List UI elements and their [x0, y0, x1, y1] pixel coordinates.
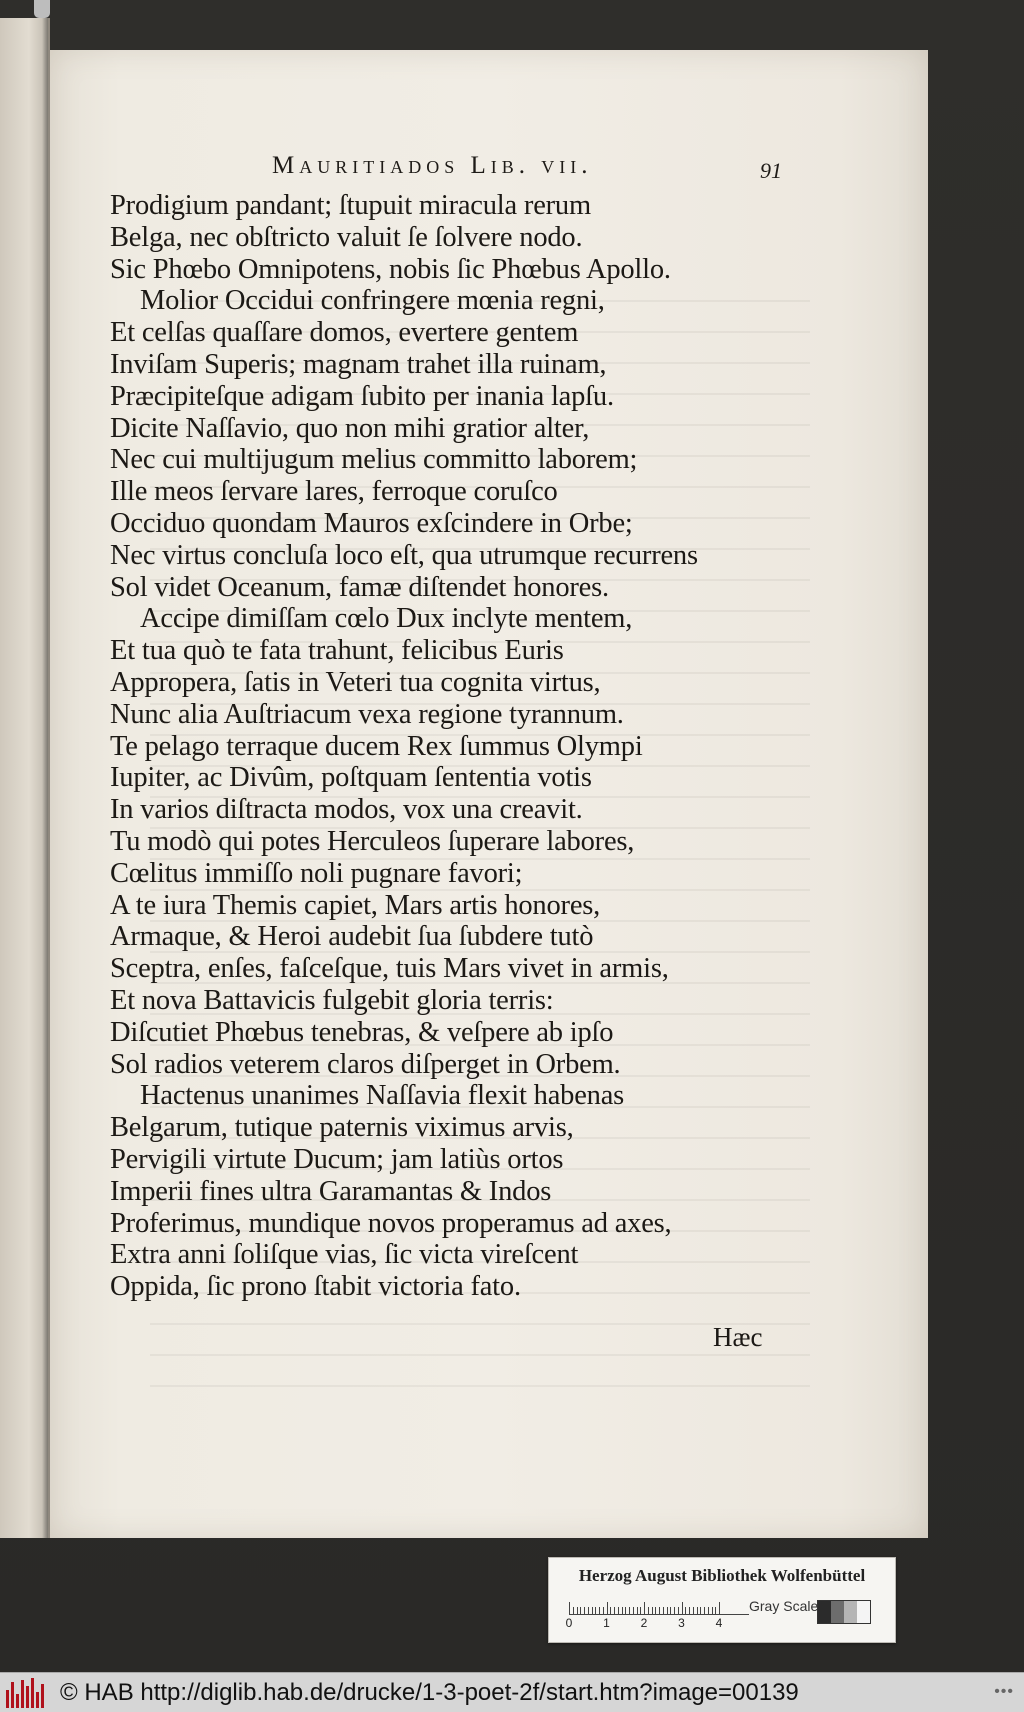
- verse-line: A te iura Themis capiet, Mars artis honores,: [110, 889, 601, 921]
- ruler-tick: [700, 1607, 701, 1614]
- verse-line: Sceptra, enſes, faſceſque, tuis Mars vivet in armis,: [110, 953, 669, 985]
- more-dots-icon[interactable]: •••: [994, 1683, 1014, 1700]
- verse-line: Prodigium pandant; ſtupuit miracula rerum: [110, 190, 591, 221]
- ruler-tick: [592, 1607, 593, 1614]
- ruler-number: 3: [678, 1616, 685, 1630]
- ruler-tick: [655, 1607, 656, 1614]
- ruler-tick: [599, 1607, 600, 1614]
- gray-patch: [831, 1601, 844, 1623]
- hab-logo-icon: [6, 1678, 46, 1708]
- ruler-tick: [614, 1607, 615, 1614]
- ruler-tick: [580, 1607, 581, 1614]
- verse-line: Accipe dimiſſam cœlo Dux inclyte mentem,: [140, 603, 633, 635]
- ruler-tick: [629, 1607, 630, 1614]
- ruler-tick: [689, 1607, 690, 1614]
- logo-bar: [41, 1684, 44, 1708]
- verse-line: Pervigili virtute Ducum; jam latiùs ortos: [110, 1143, 564, 1175]
- verse-line: Tu modò qui potes Herculeos ſuperare labores,: [110, 825, 635, 857]
- verse-line: Belga, nec obſtricto valuit ſe ſolvere nodo.: [110, 221, 583, 253]
- ruler-tick: [573, 1607, 574, 1614]
- verse-line: Iupiter, ac Divûm, poſtquam ſententia votis: [110, 762, 592, 794]
- verse-line: Molior Occidui confringere mœnia regni,: [140, 285, 605, 317]
- ruler-tick: [712, 1607, 713, 1614]
- verse-line: Appropera, ſatis in Veteri tua cognita virtus,: [110, 666, 601, 698]
- verse-line: Dicite Naſſavio, quo non mihi gratior alter,: [110, 412, 590, 444]
- ruler-tick: [618, 1607, 619, 1614]
- logo-bar: [31, 1678, 34, 1708]
- ruler-tick: [682, 1602, 683, 1614]
- ruler-number: 2: [640, 1616, 648, 1630]
- ruler-tick: [595, 1607, 596, 1614]
- verse-line: Nunc alia Auſtriacum vexa regione tyrannum.: [110, 698, 624, 730]
- verse-line: Nec virtus concluſa loco eſt, qua utrumque recurrens: [110, 539, 698, 571]
- ruler-number: 1: [603, 1616, 610, 1630]
- verse-block: [110, 190, 790, 1303]
- catchword: Hæc: [713, 1322, 763, 1352]
- verse-line: Sol radios veterem claros diſperget in Orbem.: [110, 1048, 621, 1080]
- gray-scale-label: Gray Scale: [749, 1598, 819, 1614]
- ruler-tick: [584, 1607, 585, 1614]
- verse-line: Te pelago terraque ducem Rex ſummus Olympi: [110, 730, 643, 762]
- logo-bar: [11, 1682, 14, 1708]
- page-number: 91: [760, 158, 782, 183]
- verse-line: Occiduo quondam Mauros exſcindere in Orbe;: [110, 507, 633, 539]
- verse-line: Extra anni ſoliſque vias, ſic victa vireſcent: [110, 1239, 579, 1271]
- library-color-target: [548, 1557, 896, 1643]
- logo-bar: [16, 1694, 19, 1708]
- ruler-tick: [708, 1607, 709, 1614]
- verse-line: Diſcutiet Phœbus tenebras, & veſpere ab ipſo: [110, 1016, 614, 1048]
- ruler-tick: [588, 1607, 589, 1614]
- verse-line: Cœlitus immiſſo noli pugnare favori;: [110, 857, 523, 889]
- ruler-tick: [697, 1607, 698, 1614]
- verse-line: Armaque, & Heroi audebit ſua ſubdere tutò: [110, 921, 594, 953]
- ruler-tick: [715, 1607, 716, 1614]
- logo-bar: [6, 1690, 9, 1708]
- ruler-tick: [704, 1607, 705, 1614]
- verse-line: Et tua quò te fata trahunt, felicibus Euris: [110, 635, 564, 667]
- ruler-tick: [603, 1607, 604, 1614]
- ruler-tick: [625, 1607, 626, 1614]
- ruler-tick: [622, 1607, 623, 1614]
- gray-patch: [818, 1601, 831, 1623]
- viewer-footer: [0, 1672, 1024, 1712]
- copyright-url[interactable]: © HAB http://diglib.hab.de/drucke/1-3-poet-2f/start.htm?image=00139: [60, 1678, 799, 1706]
- ruler-tick: [633, 1607, 634, 1614]
- library-name: Herzog August Bibliothek Wolfenbüttel: [578, 1566, 866, 1585]
- running-title: Mauritiados Lib. vii.: [272, 152, 593, 179]
- ruler-tick: [648, 1607, 649, 1614]
- ruler-tick: [693, 1607, 694, 1614]
- verse-line: Inviſam Superis; magnam trahet illa ruinam,: [110, 348, 607, 380]
- verse-line: Et nova Battavicis fulgebit gloria terris:: [110, 984, 554, 1016]
- ruler-tick: [670, 1607, 671, 1614]
- verse-line: Præcipiteſque adigam ſubito per inania lapſu.: [110, 380, 614, 412]
- ruler-tick: [659, 1607, 660, 1614]
- ruler-number: 0: [565, 1616, 573, 1630]
- ruler-tick: [674, 1607, 675, 1614]
- verse-line: Imperii fines ultra Garamantas & Indos: [110, 1175, 552, 1207]
- ruler-tick: [644, 1602, 645, 1614]
- ruler-tick: [577, 1607, 578, 1614]
- ruler-tick: [569, 1602, 570, 1614]
- ruler-number: 4: [715, 1616, 723, 1630]
- gray-scale-swatch: [817, 1600, 871, 1624]
- verse-line: Hactenus unanimes Naſſavia flexit habenas: [140, 1080, 625, 1112]
- ruler-tick: [685, 1607, 686, 1614]
- ruler-tick: [607, 1602, 608, 1614]
- verse-line: In varios diſtracta modos, vox una creavit.: [110, 794, 583, 826]
- ruler-tick: [637, 1607, 638, 1614]
- ruler-tick: [652, 1607, 653, 1614]
- ruler-tick: [678, 1607, 679, 1614]
- facing-page-edge: [0, 18, 50, 1538]
- verse-line: Sol videt Oceanum, famæ diſtendet honores.: [110, 571, 609, 603]
- ruler-tick: [610, 1607, 611, 1614]
- verse-line: Proferimus, mundique novos properamus ad axes,: [110, 1207, 672, 1239]
- ruler-tick: [663, 1607, 664, 1614]
- ruler-tick: [640, 1607, 641, 1614]
- ruler-tick: [667, 1607, 668, 1614]
- binding-clip: [34, 0, 50, 18]
- verse-line: Oppida, ſic prono ſtabit victoria fato.: [110, 1271, 521, 1303]
- scale-ruler: [565, 1598, 749, 1630]
- verse-line: Nec cui multijugum melius committo laborem;: [110, 444, 638, 476]
- ruler-tick: [719, 1602, 720, 1614]
- gray-patch: [857, 1601, 870, 1623]
- logo-bar: [21, 1680, 24, 1708]
- logo-bar: [26, 1686, 29, 1708]
- verse-line: Belgarum, tutique paternis viximus arvis,: [110, 1112, 574, 1144]
- logo-bar: [36, 1692, 39, 1708]
- verse-line: Et celſas quaſſare domos, evertere gentem: [110, 317, 579, 349]
- gray-patch: [844, 1601, 857, 1623]
- verse-line: Ille meos ſervare lares, ferroque coruſco: [110, 476, 558, 508]
- verse-line: Sic Phœbo Omnipotens, nobis ſic Phœbus Apollo.: [110, 253, 671, 285]
